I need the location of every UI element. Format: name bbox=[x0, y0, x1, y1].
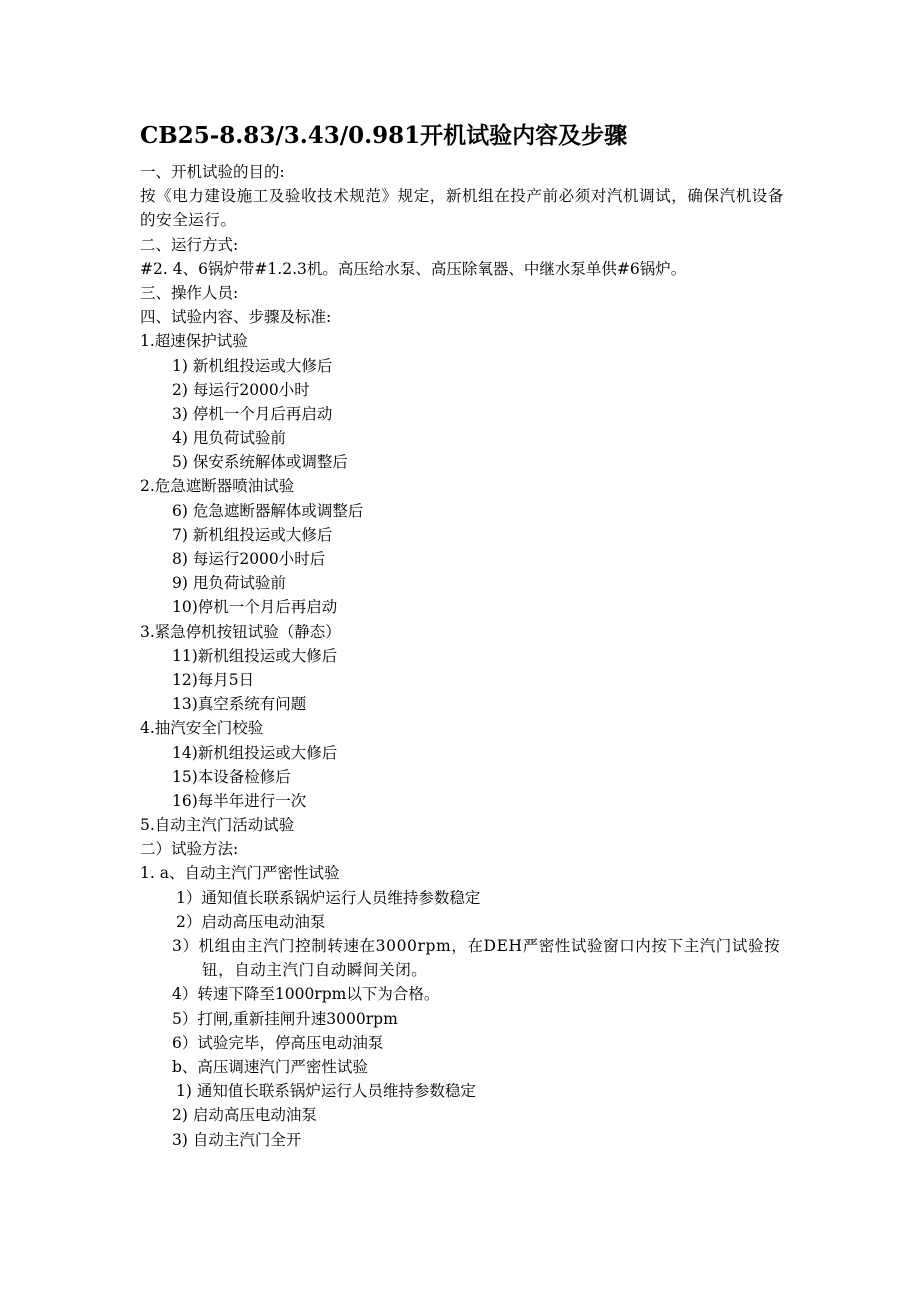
list-item: 8) 每运行2000小时后 bbox=[172, 550, 326, 569]
list-item: 2) 每运行2000小时 bbox=[172, 380, 310, 399]
section-heading-operators: 三、操作人员: bbox=[140, 283, 239, 302]
test-heading: 3.紧急停机按钮试验（静态） bbox=[140, 622, 341, 641]
method-step: 5）打闸,重新挂闸升速3000rpm bbox=[172, 1009, 398, 1028]
list-item: 13)真空系统有问题 bbox=[172, 695, 307, 714]
list-item: 3) 停机一个月后再启动 bbox=[172, 404, 333, 423]
list-item: 11)新机组投运或大修后 bbox=[172, 646, 338, 665]
test-heading: 1.超速保护试验 bbox=[140, 332, 248, 351]
method-step: 4）转速下降至1000rpm以下为合格。 bbox=[172, 985, 440, 1004]
list-item: 16)每半年进行一次 bbox=[172, 791, 307, 810]
list-item: 7) 新机组投运或大修后 bbox=[172, 525, 333, 544]
method-step: 3) 自动主汽门全开 bbox=[172, 1130, 302, 1149]
list-item: 5) 保安系统解体或调整后 bbox=[172, 453, 348, 472]
method-b-heading: b、高压调速汽门严密性试验 bbox=[172, 1058, 368, 1076]
section-body-mode: #2. 4、6锅炉带#1.2.3机。高压给水泵、高压除氧器、中继水泵单供#6锅炉。 bbox=[140, 259, 687, 278]
test-heading: 5.自动主汽门活动试验 bbox=[140, 816, 295, 835]
test-heading: 2.危急遮断器喷油试验 bbox=[140, 477, 295, 496]
method-step: 3）机组由主汽门控制转速在3000rpm，在DEH严密性试验窗口内按下主汽门试验按钮，自动主汽门自动瞬间关闭。 bbox=[172, 937, 781, 980]
list-item: 4) 甩负荷试验前 bbox=[172, 429, 286, 448]
methods-heading: 二）试验方法: bbox=[140, 840, 239, 859]
list-item: 12)每月5日 bbox=[172, 670, 255, 689]
document-title: CB25-8.83/3.43/0.981开机试验内容及步骤 bbox=[140, 122, 628, 149]
list-item: 9) 甩负荷试验前 bbox=[172, 574, 286, 593]
list-item: 15)本设备检修后 bbox=[172, 767, 291, 786]
section-heading-purpose: 一、开机试验的目的: bbox=[140, 163, 285, 181]
list-item: 6) 危急遮断器解体或调整后 bbox=[172, 501, 364, 520]
list-item: 10)停机一个月后再启动 bbox=[172, 598, 338, 617]
method-a-heading: 1. a、自动主汽门严密性试验 bbox=[140, 864, 340, 883]
method-step: 6）试验完毕，停高压电动油泵 bbox=[172, 1033, 384, 1052]
document-body bbox=[140, 160, 785, 1152]
section-body-purpose: 按《电力建设施工及验收技术规范》规定，新机组在投产前必须对汽机调试，确保汽机设备的安全运行。 bbox=[140, 187, 785, 230]
method-step: 2）启动高压电动油泵 bbox=[176, 912, 326, 931]
section-heading-mode: 二、运行方式: bbox=[140, 235, 239, 254]
method-step: 1）通知值长联系锅炉运行人员维持参数稳定 bbox=[176, 888, 481, 907]
list-item: 14)新机组投运或大修后 bbox=[172, 743, 338, 762]
list-item: 1) 新机组投运或大修后 bbox=[172, 356, 333, 375]
test-heading: 4.抽汽安全门校验 bbox=[140, 719, 264, 738]
method-step: 1) 通知值长联系锅炉运行人员维持参数稳定 bbox=[176, 1082, 476, 1101]
method-step: 2) 启动高压电动油泵 bbox=[172, 1106, 317, 1125]
section-heading-contents: 四、试验内容、步骤及标准: bbox=[140, 308, 332, 327]
